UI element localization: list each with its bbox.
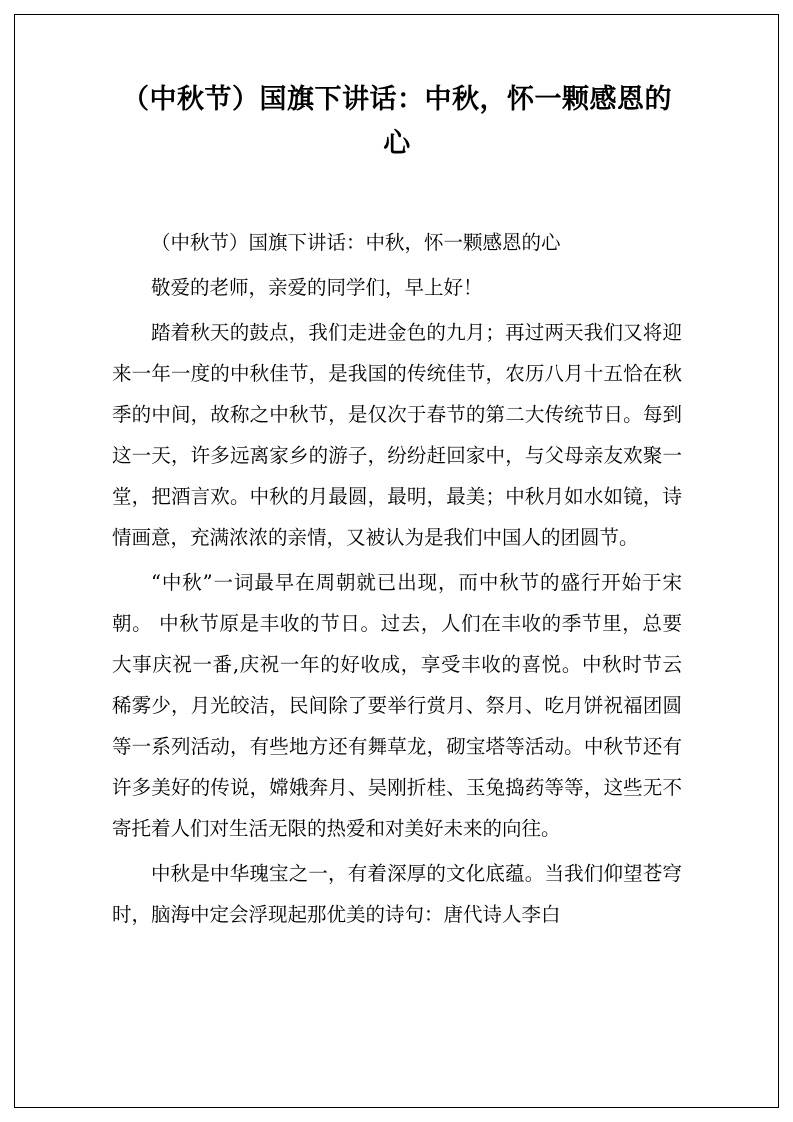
paragraph-1: （中秋节）国旗下讲话：中秋，怀一颗感恩的心 [151,231,561,254]
page-title: （中秋节）国旗下讲话：中秋，怀一颗感恩的心 [122,84,672,159]
document-body [112,222,682,935]
paragraph-3: 踏着秋天的鼓点，我们走进金色的九月；再过两天我们又将迎来一年一度的中秋佳节，是我国的传统佳节，农历八月十五恰在秋季的中间，故称之中秋节，是仅次于春节的第二大传统节日。每到这一天，许多远离家乡的游子，纷纷赶回家中，与父母亲友欢聚一堂，把酒言欢。中秋的月最圆，最明，最美；中秋月如水如镜，诗情画意，充满浓浓的亲情，又被认为是我们中国人的团圆节。 [112,321,682,549]
paragraph-4: “中秋”一词最早在周朝就已出现，而中秋节的盛行开始于宋朝。 中秋节原是丰收的节日。过去，人们在丰收的季节里，总要大事庆祝一番,庆祝一年的好收成，享受丰收的喜悦。中秋时节云稀雾少，月光皎洁，民间除了要举行赏月、祭月、吃月饼祝福团圆等一系列活动，有些地方还有舞草龙，砌宝塔等活动。中秋节还有许多美好的传说，嫦娥奔月、吴刚折桂、玉兔捣药等等，这些无不寄托着人们对生活无限的热爱和对美好未来的向往。 [112,571,682,840]
paragraph-2: 敬爱的老师，亲爱的同学们，早上好！ [151,276,483,299]
paragraph-5: 中秋是中华瑰宝之一，有着深厚的文化底蕴。当我们仰望苍穹时，脑海中定会浮现起那优美的诗句：唐代诗人李白 [112,862,682,926]
document-content [112,78,682,939]
